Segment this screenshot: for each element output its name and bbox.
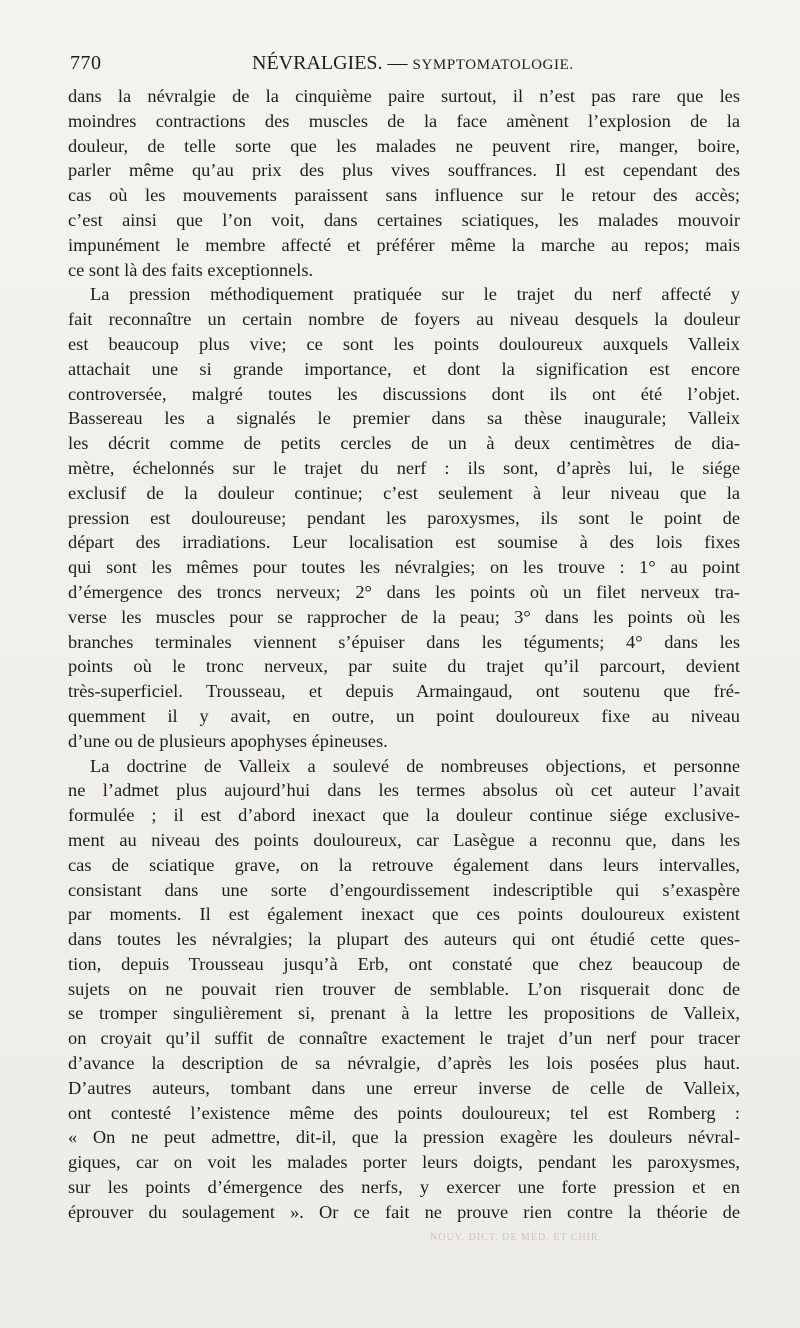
text-line: sujets on ne pouvait rien trouver de semblable. L’on risquerait donc de xyxy=(68,978,740,999)
text-line: tion, depuis Trousseau jusqu’à Erb, ont constaté que chez beaucoup de xyxy=(68,953,740,974)
text-line: quemment il y avait, en outre, un point douloureux fixe au niveau xyxy=(68,705,740,726)
text-line: pression est douloureuse; pendant les paroxysmes, ils sont le point de xyxy=(68,507,740,528)
running-head xyxy=(252,52,574,75)
text-line: douleur, de telle sorte que les malades ne peuvent rire, manger, boire, xyxy=(68,135,740,156)
paragraph-start: La doctrine de Valleix a soulevé de nombreuses objections, et personne xyxy=(90,755,740,776)
text-line: cas où les mouvements paraissent sans influence sur le retour des accès; xyxy=(68,185,740,206)
text-line: se tromper singulièrement si, prenant à la lettre les propositions de Valleix, xyxy=(68,1003,740,1024)
text-line: controversée, malgré toutes les discussions dont ils ont été l’objet. xyxy=(68,383,740,404)
text-line: ne l’admet plus aujourd’hui dans les termes absolus où cet auteur l’avait xyxy=(68,780,740,801)
text-line: mètre, échelonnés sur le trajet du nerf : ils sont, d’après lui, le siége xyxy=(68,457,740,478)
text-line: c’est ainsi que l’on voit, dans certaines sciatiques, les malades mouvoir xyxy=(68,209,740,230)
text-line: giques, car on voit les malades porter leurs doigts, pendant les paroxysmes, xyxy=(68,1152,740,1173)
text-line: impunément le membre affecté et préférer même la marche au repos; mais xyxy=(68,234,740,255)
chapter-title: NÉVRALGIES. xyxy=(252,52,383,74)
text-line: d’une ou de plusieurs apophyses épineuses. xyxy=(68,730,388,751)
text-line: fait reconnaître un certain nombre de foyers au niveau desquels la douleur xyxy=(68,309,740,330)
bleed-through-text: NOUV. DICT. DE MÉD. ET CHIR. xyxy=(430,1232,603,1243)
text-line: Bassereau les a signalés le premier dans sa thèse inaugurale; Valleix xyxy=(68,408,740,429)
text-line: cas de sciatique grave, on la retrouve également dans leurs intervalles, xyxy=(68,854,740,875)
text-line: verse les muscles pour se rapprocher de la peau; 3° dans les points où les xyxy=(68,606,740,627)
text-line: ment au niveau des points douloureux, car Lasègue a reconnu que, dans les xyxy=(68,829,740,850)
text-line: exclusif de la douleur continue; c’est seulement à leur niveau que la xyxy=(68,482,740,503)
text-line: ce sont là des faits exceptionnels. xyxy=(68,259,314,280)
text-line: attachait une si grande importance, et dont la signification est encore xyxy=(68,358,740,379)
text-line: branches terminales viennent s’épuiser dans les téguments; 4° dans les xyxy=(68,631,740,652)
text-line: parler même qu’au prix des plus vives souffrances. Il est cependant des xyxy=(68,160,740,181)
text-line: les décrit comme de petits cercles de un à deux centimètres de dia- xyxy=(68,433,740,454)
title-separator: — xyxy=(382,52,413,74)
text-line: formulée ; il est d’abord inexact que la douleur continue siége exclusive- xyxy=(68,805,740,826)
text-line: très-superficiel. Trousseau, et depuis Armaingaud, ont soutenu que fré- xyxy=(68,681,740,702)
text-line: dans toutes les névralgies; la plupart des auteurs qui ont étudié cette ques- xyxy=(68,929,740,950)
body-text xyxy=(68,84,740,1225)
text-line: éprouver du soulagement ». Or ce fait ne prouve rien contre la théorie de xyxy=(68,1201,740,1222)
text-line: D’autres auteurs, tombant dans une erreur inverse de celle de Valleix, xyxy=(68,1077,740,1098)
section-title: SYMPTOMATOLOGIE. xyxy=(412,57,574,73)
text-line: moindres contractions des muscles de la face amènent l’explosion de la xyxy=(68,110,740,131)
text-line: d’avance la description de sa névralgie, d’après les lois posées plus haut. xyxy=(68,1053,740,1074)
text-line: d’émergence des troncs nerveux; 2° dans les points où un filet nerveux tra- xyxy=(68,581,740,602)
text-line: dans la névralgie de la cinquième paire surtout, il n’est pas rare que les xyxy=(68,86,740,106)
text-line: consistant dans une sorte d’engourdissement indescriptible qui s’exaspère xyxy=(68,879,740,900)
text-line: ont contesté l’existence même des points douloureux; tel est Romberg : xyxy=(68,1102,740,1123)
paragraph-start: La pression méthodiquement pratiquée sur le trajet du nerf affecté y xyxy=(90,284,740,305)
text-line: départ des irradiations. Leur localisation est soumise à des lois fixes xyxy=(68,532,740,553)
page-number: 770 xyxy=(70,52,102,74)
text-line: on croyait qu’il suffit de connaître exactement le trajet d’un nerf pour tracer xyxy=(68,1028,740,1049)
text-line: « On ne peut admettre, dit-il, que la pression exagère les douleurs névral- xyxy=(68,1127,740,1148)
text-line: par moments. Il est également inexact que ces points douloureux existent xyxy=(68,904,740,925)
text-line: sur les points d’émergence des nerfs, y exercer une forte pression et en xyxy=(68,1177,740,1198)
text-line: est beaucoup plus vive; ce sont les points douloureux auxquels Valleix xyxy=(68,333,740,354)
running-header xyxy=(62,52,740,80)
text-line: qui sont les mêmes pour toutes les névralgies; on les trouve : 1° au point xyxy=(68,557,740,578)
text-line: points où le tronc nerveux, par suite du trajet qu’il parcourt, devient xyxy=(68,656,740,677)
